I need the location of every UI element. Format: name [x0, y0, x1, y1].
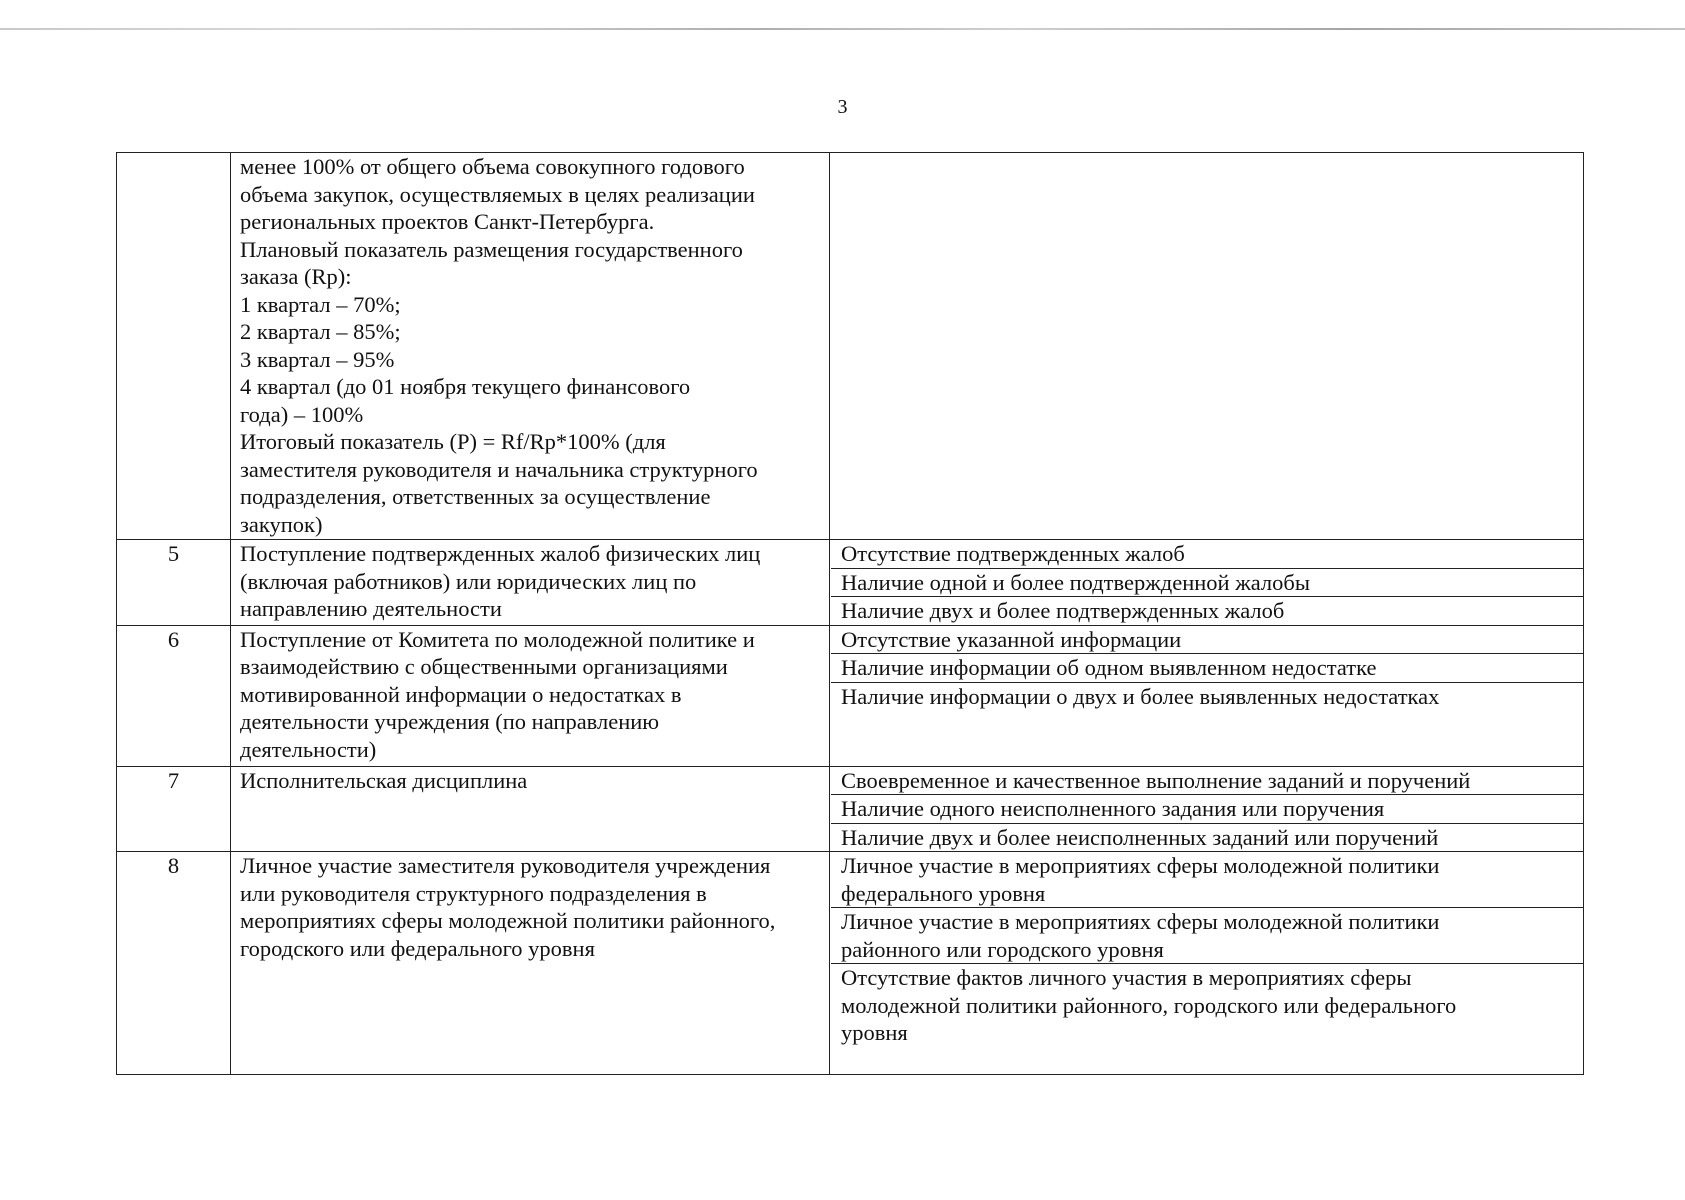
option-line: уровня: [841, 1020, 908, 1045]
evaluation-options: [830, 540, 1584, 626]
row-number: 7: [117, 766, 231, 852]
option-line: молодежной политики районного, городского или федерального: [841, 992, 1457, 1018]
description-line: мероприятиях сферы молодежной политики районного,: [240, 908, 776, 933]
description-line: региональных проектов Санкт-Петербурга.: [240, 209, 655, 234]
evaluation-options: [830, 766, 1584, 852]
evaluation-option: [831, 823, 1583, 852]
description-line: деятельности учреждения (по направлению: [240, 709, 660, 734]
description-line: Личное участие заместителя руководителя учреждения: [240, 853, 771, 878]
criteria-table: [116, 152, 1584, 1075]
table-row: [117, 625, 1584, 766]
option-line: Наличие информации о двух и более выявленных недостатках: [841, 683, 1440, 709]
description-line: направлению деятельности: [240, 596, 502, 621]
description-line: менее 100% от общего объема совокупного годового: [240, 154, 745, 179]
description-line: Итоговый показатель (P) = Rf/Rp*100% (для: [240, 429, 666, 454]
table-row-continuation: [117, 153, 1584, 540]
description-line: закупок): [240, 511, 323, 537]
evaluation-option: [831, 767, 1583, 795]
description-line: 2 квартал – 85%;: [240, 319, 401, 344]
description-line: мотивированной информации о недостатках в: [240, 681, 682, 707]
evaluation-option: [831, 907, 1583, 963]
page-number: 3: [837, 96, 848, 118]
description-line: 3 квартал – 95%: [240, 346, 395, 372]
description-line: Поступление от Комитета по молодежной политике и: [240, 626, 755, 652]
description-line: или руководителя структурного подразделения в: [240, 880, 707, 906]
option-line: Наличие одного неисполненного задания или поручения: [841, 796, 1385, 821]
description-line: Исполнительская дисциплина: [240, 767, 528, 793]
evaluation-option: [831, 540, 1583, 568]
criterion-description: [231, 540, 830, 626]
option-line: федерального уровня: [841, 880, 1046, 906]
row-number: 6: [117, 625, 231, 766]
row-number: 8: [117, 852, 231, 1075]
evaluation-option: [831, 626, 1583, 654]
row-number-cell: [117, 153, 231, 540]
option-line: Наличие двух и более подтвержденных жалоб: [841, 598, 1285, 623]
option-line: Личное участие в мероприятиях сферы молодежной политики: [841, 853, 1440, 878]
criterion-description: [231, 852, 830, 1075]
evaluation-option: [831, 794, 1583, 823]
row-number: 5: [117, 540, 231, 626]
description-line: Плановый показатель размещения государственного: [240, 236, 743, 262]
option-line: Отсутствие фактов личного участия в мероприятиях сферы: [841, 965, 1412, 990]
criterion-description: [231, 766, 830, 852]
criterion-description: [231, 625, 830, 766]
description-line: года) – 100%: [240, 401, 364, 427]
option-line: Отсутствие подтвержденных жалоб: [841, 541, 1185, 566]
description-line: заказа (Rp):: [240, 264, 352, 289]
evaluation-option: [831, 852, 1583, 907]
description-line: объема закупок, осуществляемых в целях реализации: [240, 181, 755, 207]
evaluation-option: [831, 682, 1583, 763]
option-line: Наличие информации об одном выявленном недостатке: [841, 655, 1377, 680]
evaluation-option: [831, 568, 1583, 597]
option-line: Наличие одной и более подтвержденной жалобы: [841, 569, 1310, 595]
evaluation-option: [831, 963, 1583, 1074]
option-line: Своевременное и качественное выполнение заданий и поручений: [841, 767, 1471, 793]
option-line: Отсутствие указанной информации: [841, 626, 1182, 652]
evaluation-options: [830, 153, 1584, 540]
evaluation-options: [830, 852, 1584, 1075]
option-line: Наличие двух и более неисполненных заданий или поручений: [841, 824, 1439, 850]
criterion-description: [231, 153, 830, 540]
option-line: районного или городского уровня: [841, 936, 1164, 962]
description-line: подразделения, ответственных за осуществление: [240, 484, 711, 509]
evaluation-option: [831, 596, 1583, 625]
description-line: (включая работников) или юридических лиц по: [240, 568, 697, 594]
scan-edge-artifact: [0, 28, 1685, 30]
evaluation-options: [830, 625, 1584, 766]
description-line: заместителя руководителя и начальника структурного: [240, 456, 758, 482]
description-line: Поступление подтвержденных жалоб физических лиц: [240, 541, 761, 566]
evaluation-option: [831, 653, 1583, 682]
description-line: городского или федерального уровня: [240, 935, 595, 961]
option-line: Личное участие в мероприятиях сферы молодежной политики: [841, 909, 1440, 934]
table-row: [117, 766, 1584, 852]
description-line: 4 квартал (до 01 ноября текущего финансового: [240, 374, 691, 399]
table-row: [117, 540, 1584, 626]
table-row: [117, 852, 1584, 1075]
description-line: деятельности): [240, 736, 377, 762]
description-line: 1 квартал – 70%;: [240, 291, 401, 317]
description-line: взаимодействию с общественными организациями: [240, 654, 728, 679]
